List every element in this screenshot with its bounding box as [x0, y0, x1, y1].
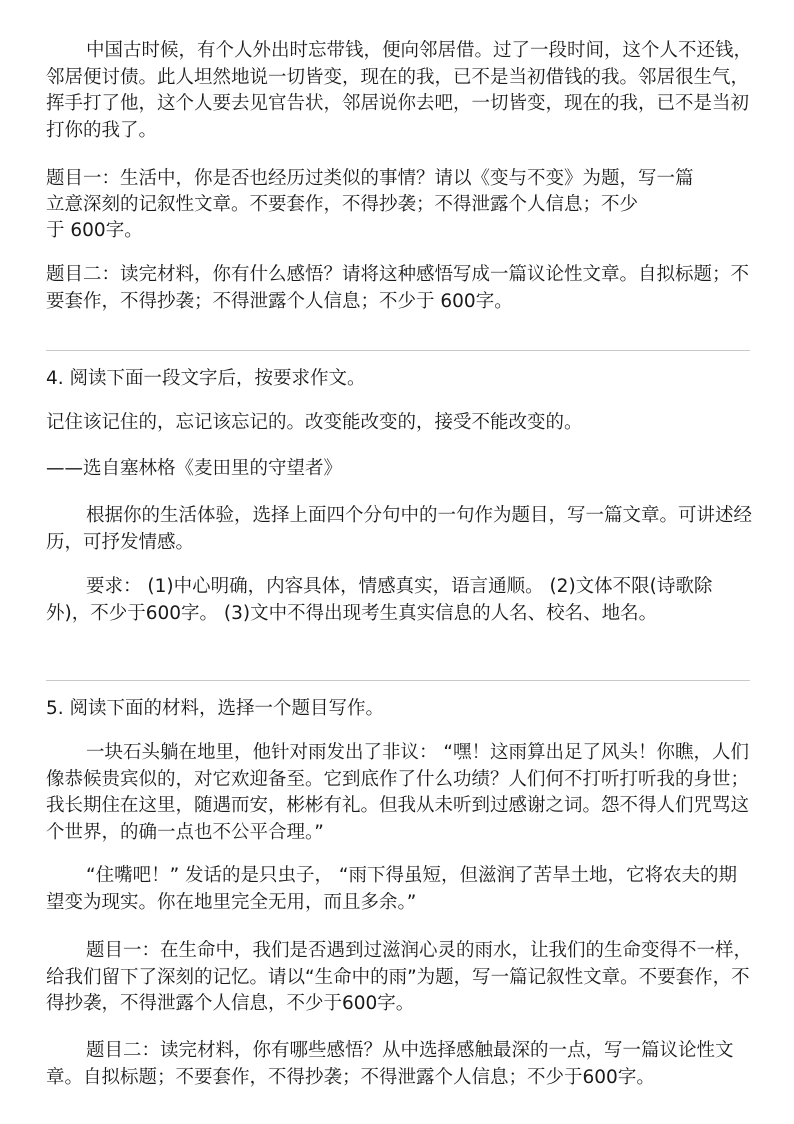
material-paragraph-2: “住嘴吧！” 发话的是只虫子， “雨下得虽短，但滋润了苦旱土地，它将农夫的期望变为现实。你在地里完全无用，而且多余。” [46, 865, 738, 913]
quote-source: ——选自塞林格《麦田里的守望者》 [46, 458, 343, 479]
topic-two-paragraph: 题目二：读完材料，你有哪些感悟？从中选择感触最深的一点，写一篇议论性文章。自拟标题；不要套作，不得抄袭；不得泄露个人信息；不少于600字。 [46, 1040, 734, 1088]
topic-two-paragraph: 题目二：读完材料，你有什么感悟？请将这种感悟写成一篇议论性文章。自拟标题；不要套作，不得抄袭；不得泄露个人信息；不少于 600字。 [46, 264, 750, 312]
material-paragraph-1: 一块石头躺在地里，他针对雨发出了非议： “嘿！这雨算出足了风头！你瞧，人们像恭候贵宾似的，对它欢迎备至。它到底作了什么功绩？人们何不打听打听我的身世；我长期住在这里，随遇而安，彬彬有礼。但我从未听到过感谢之词。怨不得人们咒骂这个世界，的确一点也不公平合理。” [46, 742, 750, 843]
story-paragraph: 中国古时候，有个人外出时忘带钱，便向邻居借。过了一段时间，这个人不还钱，邻居便讨债。此人坦然地说一切皆变，现在的我，已不是当初借钱的我。邻居很生气，挥手打了他，这个人要去见官告状，邻居说你去吧，一切皆变，现在的我，已不是当初打你的我了。 [46, 40, 753, 141]
requirements-paragraph: 要求： (1)中心明确，内容具体，情感真实，语言通顺。 (2)文体不限(诗歌除外)，不少于600字。 (3)文中不得出现考生真实信息的人名、校名、地名。 [46, 576, 713, 624]
instruction-paragraph: 根据你的生活体验，选择上面四个分句中的一句作为题目，写一篇文章。可讲述经历，可抒发情感。 [46, 505, 753, 553]
section-divider [46, 350, 750, 351]
section-divider [46, 680, 750, 681]
topic-one-line-3: 于 600字。 [46, 220, 143, 241]
topic-one-line-1: 题目一：生活中，你是否也经历过类似的事情？请以《变与不变》为题，写一篇 [46, 168, 694, 189]
topic-one-paragraph: 题目一：在生命中，我们是否遇到过滋润心灵的雨水，让我们的生命变得不一样，给我们留下了深刻的记忆。请以“生命中的雨”为题，写一篇记叙性文章。不要套作，不得抄袭，不得泄露个人信息，不少于600字。 [46, 940, 753, 1014]
question-4-heading: 4. 阅读下面一段文字后，按要求作文。 [46, 368, 366, 389]
quote-text: 记住该记住的，忘记该忘记的。改变能改变的，接受不能改变的。 [46, 412, 583, 433]
question-5-heading: 5. 阅读下面的材料，选择一个题目写作。 [46, 698, 385, 719]
topic-one-line-2: 立意深刻的记叙性文章。不要套作，不得抄袭；不得泄露个人信息；不少 [46, 194, 639, 215]
